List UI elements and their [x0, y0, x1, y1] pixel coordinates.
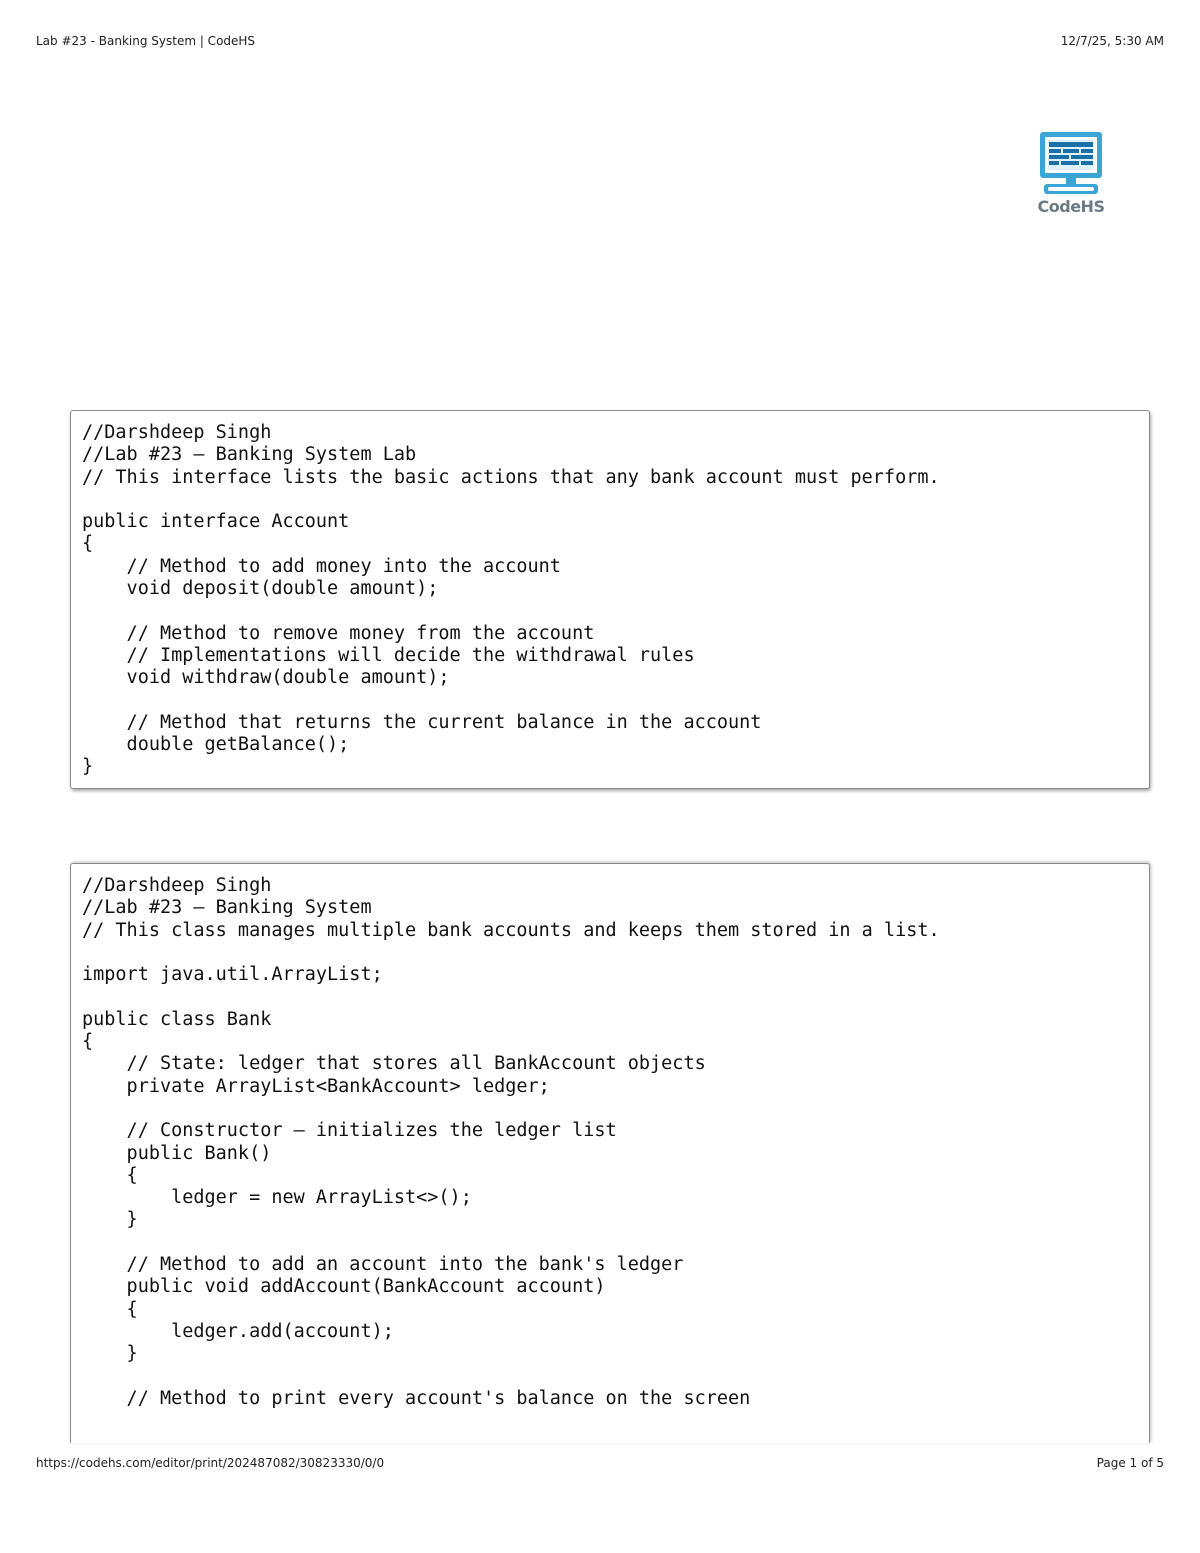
code-text-bank: //Darshdeep Singh //Lab #23 – Banking System // This class manages multiple bank accounts and keeps them stored in a list. import java.util.ArrayList; public class Bank { // State: ledger that stores all BankAccount objects private ArrayList<BankAccount> ledger; // Constructor – initializes the ledger list public Bank() { ledger = new ArrayList<>(); } // Method to add an account into the bank's ledger public void addAccount(BankAccount account) { ledger.add(account); } // Method to print every account's balance on the screen: [82, 875, 940, 1409]
print-footer-url: https://codehs.com/editor/print/202487082/30823330/0/0: [36, 1456, 385, 1470]
print-footer-page-number: Page 1 of 5: [1096, 1456, 1164, 1470]
code-block-account: [70, 410, 1150, 789]
computer-monitor-icon: [1034, 130, 1108, 196]
code-text-account: //Darshdeep Singh //Lab #23 – Banking System Lab // This interface lists the basic actions that any bank account must perform. public interface Account { // Method to add money into the account void deposit(double amount); // Method to remove money from the account // Implementations will decide the withdrawal rules void withdraw(double amount); // Method that returns the current balance in the account double getBalance(); }: [82, 422, 940, 778]
codehs-logo: [1034, 130, 1108, 218]
code-block-bank: [70, 863, 1150, 1443]
print-header-title: Lab #23 - Banking System | CodeHS: [36, 34, 256, 48]
print-header-datetime: 12/7/25, 5:30 AM: [1060, 34, 1164, 48]
codehs-logo-text: CodeHS: [1037, 197, 1105, 216]
